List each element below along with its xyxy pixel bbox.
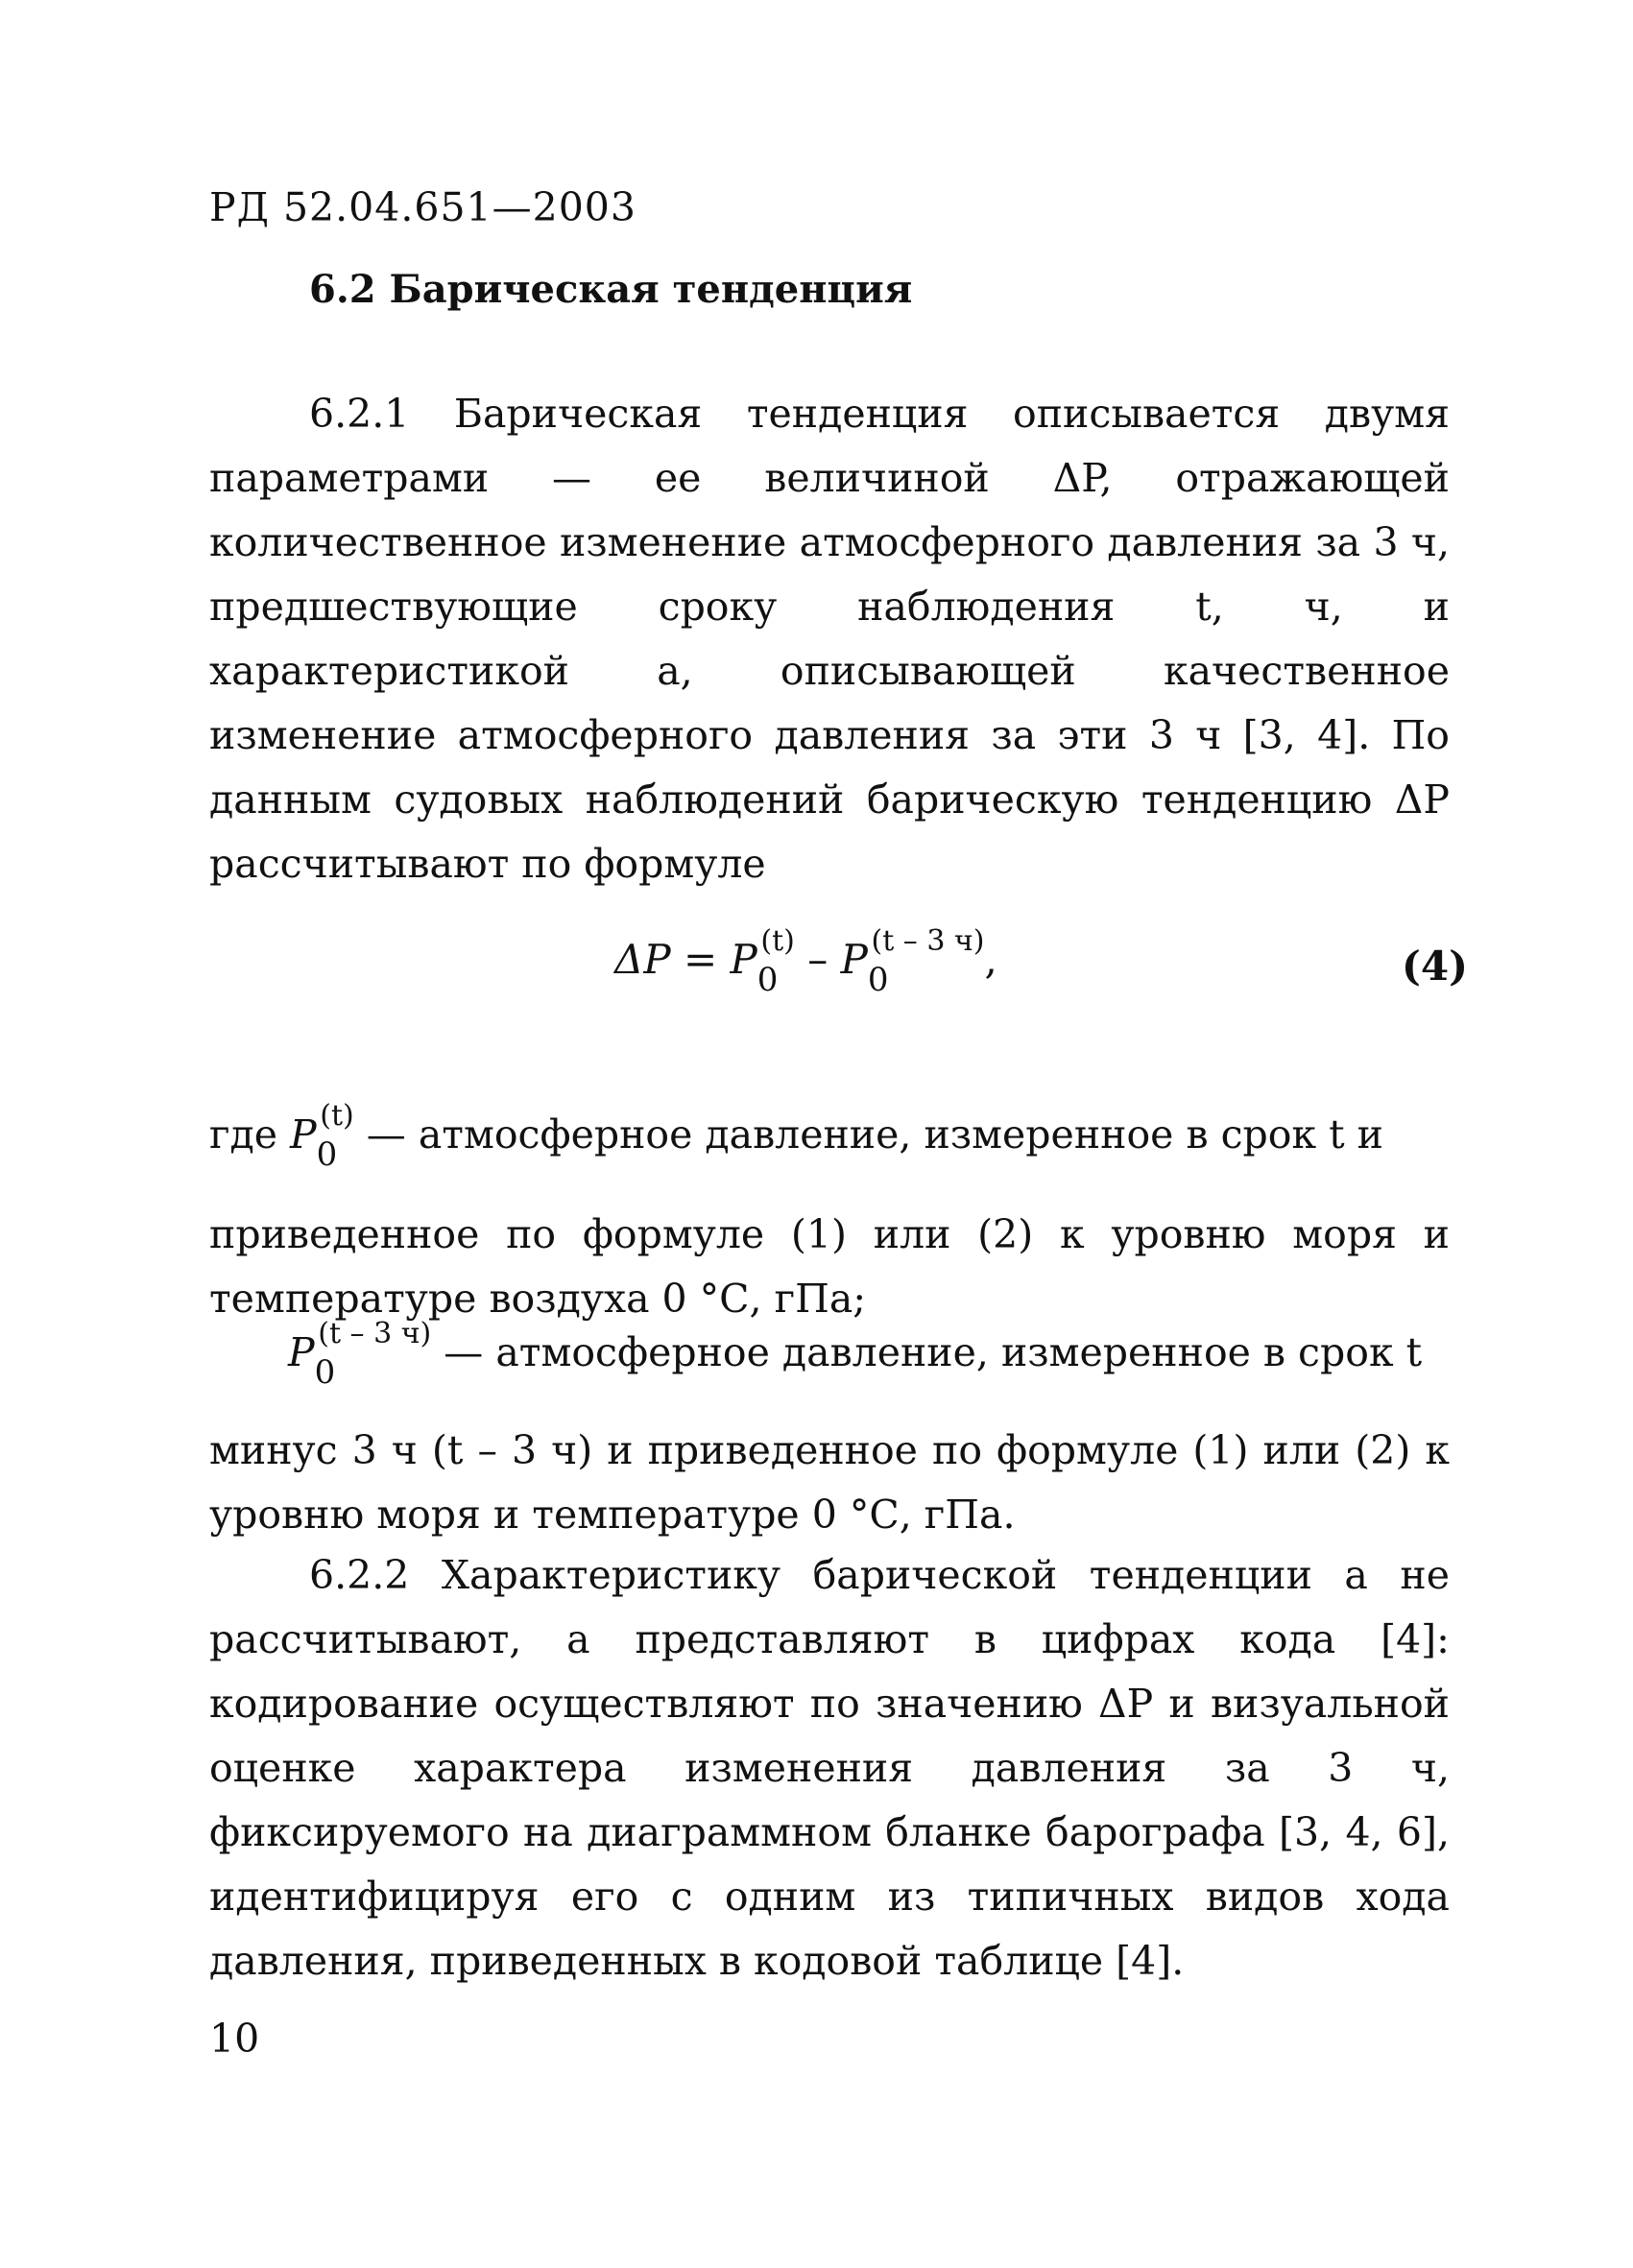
where-intro: где (209, 1111, 277, 1158)
formula-term2 (840, 924, 985, 999)
where-item-2-base: P (288, 1329, 315, 1375)
where-item-2-sup: (t – 3 ч) (318, 1317, 432, 1350)
formula-minus: – (807, 936, 829, 983)
where-item-1-continuation: приведенное по формуле (1) или (2) к уровню моря и температуре воздуха 0 °С, гПа; (209, 1211, 1450, 1322)
paragraph-6-2-2: 6.2.2 Характеристику барической тенденции a не рассчитывают, а представляют в цифрах кода [4]: кодирование осуществляют по значению ΔP и визуальной оценке характера изменения давления за 3 ч, фиксируемого на диаграммном бланке барографа [3, 4, 6], идентифицируя его с одним из типичных видов хода давления, приведенных в кодовой таблице [4]. (209, 1552, 1450, 1984)
where-item-2-sub: 0 (314, 1353, 336, 1392)
page-number: 10 (209, 2016, 260, 2062)
formula-term2-sup: (t – 3 ч) (871, 924, 985, 958)
formula-trailing-comma: , (984, 936, 997, 983)
formula-equals: = (683, 936, 718, 983)
formula-number: (4) (1402, 943, 1468, 990)
where-item-1-symbol (290, 1099, 354, 1174)
where-item-2-symbol (288, 1317, 432, 1392)
where-item-1-sub: 0 (316, 1135, 338, 1174)
formula-lhs: ΔP (614, 936, 671, 983)
section-title: 6.2 Барическая тенденция (309, 267, 913, 312)
where-item-2-line (288, 1317, 1450, 1392)
where-item-2-description: — атмосферное давление, измеренное в срок t (444, 1329, 1423, 1375)
where-item-1-description: — атмосферное давление, измеренное в срок t и (366, 1111, 1383, 1158)
paragraph-6-2-1: 6.2.1 Барическая тенденция описывается двумя параметрами — ее величиной ΔP, отражающей количественное изменение атмосферного давления за 3 ч, предшествующие сроку наблюдения t, ч, и характеристикой a, описывающей качественное изменение атмосферного давления за эти 3 ч [3, 4]. По данным судовых наблюдений барическую тенденцию ΔP рассчитывают по формуле (209, 391, 1450, 887)
document-header: РД 52.04.651—2003 (209, 184, 636, 230)
where-item-1-sup: (t) (320, 1099, 354, 1133)
formula-term1-sup: (t) (760, 924, 795, 958)
formula-4 (614, 924, 997, 999)
formula-term2-base: P (840, 936, 868, 983)
formula-term1-base: P (730, 936, 757, 983)
where-item-2-continuation: минус 3 ч (t – 3 ч) и приведенное по формуле (1) или (2) к уровню моря и температуре 0 °С, гПа. (209, 1427, 1450, 1538)
where-item-1-base: P (290, 1111, 317, 1158)
formula-term1 (730, 924, 795, 999)
where-item-1-line (209, 1099, 1450, 1174)
formula-term1-sub: 0 (756, 961, 779, 999)
formula-term2-sub: 0 (867, 961, 889, 999)
